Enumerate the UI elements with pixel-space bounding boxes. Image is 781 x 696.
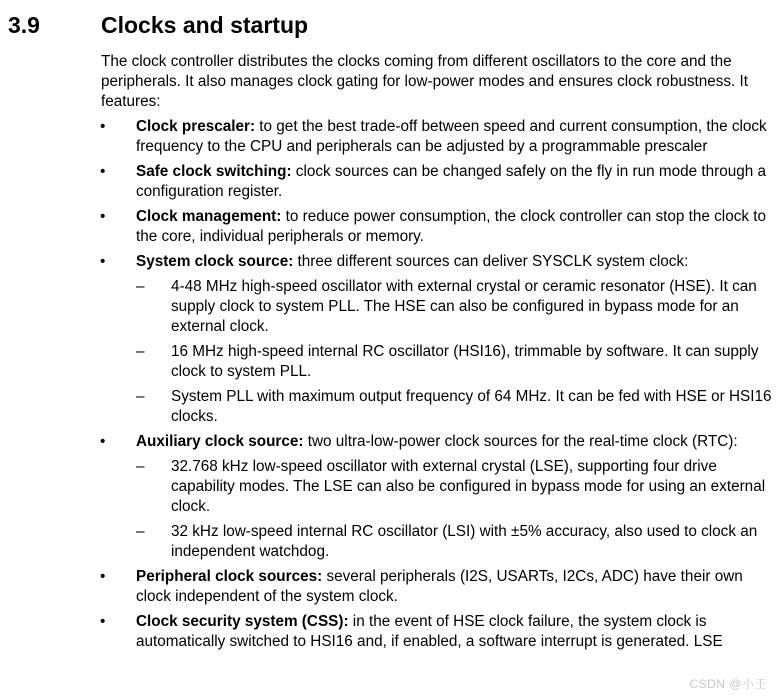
feature-description: three different sources can deliver SYSCLK system clock: bbox=[293, 253, 689, 270]
sub-feature-item bbox=[136, 342, 773, 382]
dash-icon: – bbox=[136, 278, 145, 295]
bullet-icon: • bbox=[100, 163, 106, 180]
sub-feature-text: 16 MHz high-speed internal RC oscillator (HSI16), trimmable by software. It can supply clock to system PLL. bbox=[171, 343, 759, 380]
sub-feature-text: 32 kHz low-speed internal RC oscillator (LSI) with ±5% accuracy, also used to clock an independent watchdog. bbox=[171, 523, 758, 560]
feature-term: Peripheral clock sources: bbox=[136, 568, 323, 585]
feature-description: to reduce power consumption, the clock controller can stop the clock to the core, individual peripherals or memory. bbox=[136, 208, 767, 245]
feature-description: in the event of HSE clock failure, the system clock is automatically switched to HSI16 and, if enabled, a software interrupt is generated. LSE bbox=[136, 613, 723, 650]
dash-icon: – bbox=[136, 343, 145, 360]
content bbox=[101, 52, 773, 657]
feature-term: System clock source: bbox=[136, 253, 294, 270]
sub-feature-list bbox=[136, 457, 773, 562]
bullet-icon: • bbox=[100, 208, 106, 225]
feature-item bbox=[101, 207, 773, 247]
section-title: Clocks and startup bbox=[101, 12, 309, 38]
feature-list bbox=[101, 117, 773, 652]
sub-feature-item bbox=[136, 522, 773, 562]
feature-item bbox=[101, 567, 773, 607]
feature-item bbox=[101, 252, 773, 427]
feature-term: Safe clock switching: bbox=[136, 163, 292, 180]
feature-item bbox=[101, 162, 773, 202]
bullet-icon: • bbox=[100, 433, 106, 450]
feature-term: Clock management: bbox=[136, 208, 282, 225]
sub-feature-text: 4-48 MHz high-speed oscillator with external crystal or ceramic resonator (HSE). It can supply clock to system PLL. The HSE can also be configured in bypass mode for an external clock. bbox=[171, 278, 757, 335]
watermark: CSDN @小王 bbox=[689, 677, 767, 691]
sub-feature-item bbox=[136, 277, 773, 337]
feature-item bbox=[101, 612, 773, 652]
feature-description: several peripherals (I2S, USARTs, I2Cs, ADC) have their own clock independent of the system clock. bbox=[136, 568, 743, 605]
dash-icon: – bbox=[136, 388, 145, 405]
dash-icon: – bbox=[136, 523, 145, 540]
sub-feature-list bbox=[136, 277, 773, 427]
sub-feature-text: System PLL with maximum output frequency of 64 MHz. It can be fed with HSE or HSI16 clocks. bbox=[171, 388, 772, 425]
bullet-icon: • bbox=[100, 118, 106, 135]
sub-feature-text: 32.768 kHz low-speed oscillator with external crystal (LSE), supporting four drive capability modes. The LSE can also be configured in bypass mode for using an external clock. bbox=[171, 458, 766, 515]
feature-term: Clock prescaler: bbox=[136, 118, 256, 135]
feature-item bbox=[101, 432, 773, 562]
bullet-icon: • bbox=[100, 568, 106, 585]
feature-description: to get the best trade-off between speed and current consumption, the clock frequency to the CPU and peripherals can be adjusted by a programmable prescaler bbox=[136, 118, 767, 155]
section-number: 3.9 bbox=[8, 12, 40, 38]
intro-paragraph: The clock controller distributes the clocks coming from different oscillators to the core and the peripherals. It also manages clock gating for low-power modes and ensures clock robustness. It features: bbox=[101, 53, 749, 110]
feature-description: clock sources can be changed safely on the fly in run mode through a configuration register. bbox=[136, 163, 767, 200]
dash-icon: – bbox=[136, 458, 145, 475]
sub-feature-item bbox=[136, 387, 773, 427]
feature-term: Clock security system (CSS): bbox=[136, 613, 349, 630]
feature-description: two ultra-low-power clock sources for the real-time clock (RTC): bbox=[303, 433, 738, 450]
bullet-icon: • bbox=[100, 253, 106, 270]
feature-item bbox=[101, 117, 773, 157]
bullet-icon: • bbox=[100, 613, 106, 630]
feature-term: Auxiliary clock source: bbox=[136, 433, 304, 450]
sub-feature-item bbox=[136, 457, 773, 517]
